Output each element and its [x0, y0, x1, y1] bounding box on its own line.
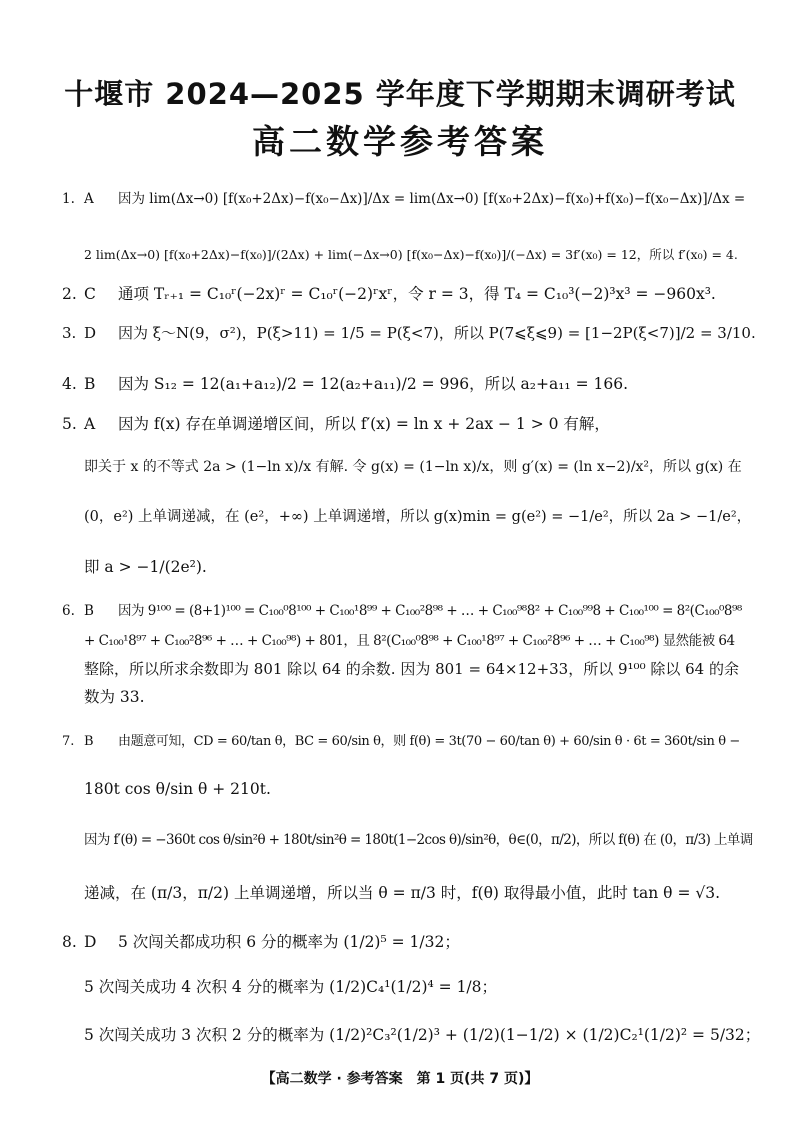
answer-8-line-3: 5 次闯关成功 3 次积 2 分的概率为 (1/2)²C₃²(1/2)³ + (1/2)(1−1/2) × (1/2)C₂¹(1/2)² = 5/32； [84, 1026, 761, 1044]
answer-2-line-1 [62, 283, 716, 305]
answer-6-line-1 [62, 600, 742, 622]
answer-7-line-3: 因为 f′(θ) = −360t cos θ/sin²θ + 180t/sin²θ = 180t(1−2cos θ)/sin²θ，θ∈(0，π/2)，所以 f(θ) 在 (0，π/3) 上单调 [84, 832, 753, 848]
answer-text: 因为 S₁₂ = 12(a₁+a₁₂)/2 = 12(a₂+a₁₁)/2 = 996，所以 a₂+a₁₁ = 166. [118, 375, 628, 393]
answer-number: 7. [62, 734, 75, 749]
exam-title: 十堰市 2024—2025 学年度下学期期末调研考试 [64, 77, 736, 111]
answer-number: 2. [62, 285, 77, 303]
answer-number: 6. [62, 603, 75, 619]
answer-choice: D [84, 324, 97, 342]
answer-6-line-2: + C₁₀₀¹8⁹⁷ + C₁₀₀²8⁹⁶ + … + C₁₀₀⁹⁸) + 801，且 8²(C₁₀₀⁰8⁹⁸ + C₁₀₀¹8⁹⁷ + C₁₀₀²8⁹⁶ + … + C₁₀₀⁹⁸) 显然能被 64 [84, 633, 735, 649]
answer-6-line-3: 整除，所以所求余数即为 801 除以 64 的余数. 因为 801 = 64×12+33，所以 9¹⁰⁰ 除以 64 的余 [84, 660, 739, 678]
answer-5-line-3: (0，e²) 上单调递减，在 (e²，+∞) 上单调递增，所以 g(x)min = g(e²) = −1/e²，所以 2a > −1/e²， [84, 509, 752, 525]
answer-1-line-1 [62, 188, 745, 210]
answer-number: 3. [62, 324, 77, 342]
answer-3-line-1 [62, 322, 756, 344]
answer-4-line-1 [62, 373, 628, 395]
answer-choice: A [84, 191, 94, 207]
answer-choice: B [84, 734, 94, 749]
answer-6-line-4: 数为 33. [84, 688, 145, 706]
answer-5-line-2: 即关于 x 的不等式 2a > (1−ln x)/x 有解. 令 g(x) = (1−ln x)/x，则 g′(x) = (ln x−2)/x²，所以 g(x) 在 [84, 459, 742, 475]
answer-choice: C [84, 285, 96, 303]
answer-choice: B [84, 603, 94, 619]
answer-8-line-2: 5 次闯关成功 4 次积 4 分的概率为 (1/2)C₄¹(1/2)⁴ = 1/8； [84, 978, 498, 996]
answer-7-line-1 [62, 731, 740, 753]
answer-text: 因为 f(x) 存在单调递增区间，所以 f′(x) = ln x + 2ax − 1 > 0 有解， [118, 415, 610, 433]
answer-5-line-4: 即 a > −1/(2e²). [84, 558, 207, 576]
answer-number: 8. [62, 933, 77, 951]
page-footer: 【高二数学 · 参考答案 第 1 页(共 7 页)】 [261, 1071, 539, 1087]
answer-text: 由题意可知，CD = 60/tan θ，BC = 60/sin θ，则 f(θ) = 3t(70 − 60/tan θ) + 60/sin θ · 6t = 360t/sin θ − [118, 734, 740, 749]
answer-text: 因为 lim(Δx→0) [f(x₀+2Δx)−f(x₀−Δx)]/Δx = lim(Δx→0) [f(x₀+2Δx)−f(x₀)+f(x₀)−f(x₀−Δx)]/Δx = [118, 191, 746, 207]
answer-1-line-2: 2 lim(Δx→0) [f(x₀+2Δx)−f(x₀)]/(2Δx) + lim(−Δx→0) [f(x₀−Δx)−f(x₀)]/(−Δx) = 3f′(x₀) = 12，所以 f′(x₀) = 4. [84, 247, 738, 262]
answer-text: 因为 9¹⁰⁰ = (8+1)¹⁰⁰ = C₁₀₀⁰8¹⁰⁰ + C₁₀₀¹8⁹⁹ + C₁₀₀²8⁹⁸ + … + C₁₀₀⁹⁸8² + C₁₀₀⁹⁹8 + C₁₀₀¹⁰⁰ = 8²(C₁₀₀⁰8⁹⁸ [118, 603, 742, 619]
answer-text: 因为 ξ～N(9，σ²)，P(ξ>11) = 1/5 = P(ξ<7)，所以 P(7⩽ξ⩽9) = [1−2P(ξ<7)]/2 = 3/10. [118, 324, 756, 342]
answer-choice: B [84, 375, 96, 393]
answer-choice: D [84, 933, 97, 951]
answer-choice: A [84, 415, 96, 433]
answer-7-line-2: 180t cos θ/sin θ + 210t. [84, 780, 271, 798]
answer-text: 5 次闯关都成功积 6 分的概率为 (1/2)⁵ = 1/32； [118, 933, 460, 951]
document-title: 高二数学参考答案 [252, 122, 548, 161]
answer-text: 通项 Tᵣ₊₁ = C₁₀ʳ(−2x)ʳ = C₁₀ʳ(−2)ʳxʳ，令 r = 3，得 T₄ = C₁₀³(−2)³x³ = −960x³. [118, 285, 716, 303]
answer-number: 1. [62, 191, 75, 207]
answer-7-line-4: 递减，在 (π/3，π/2) 上单调递增，所以当 θ = π/3 时，f(θ) 取得最小值，此时 tan θ = √3. [84, 884, 721, 902]
answer-number: 5. [62, 415, 77, 433]
answer-5-line-1 [62, 413, 610, 435]
answer-8-line-1 [62, 931, 460, 953]
answer-number: 4. [62, 375, 77, 393]
